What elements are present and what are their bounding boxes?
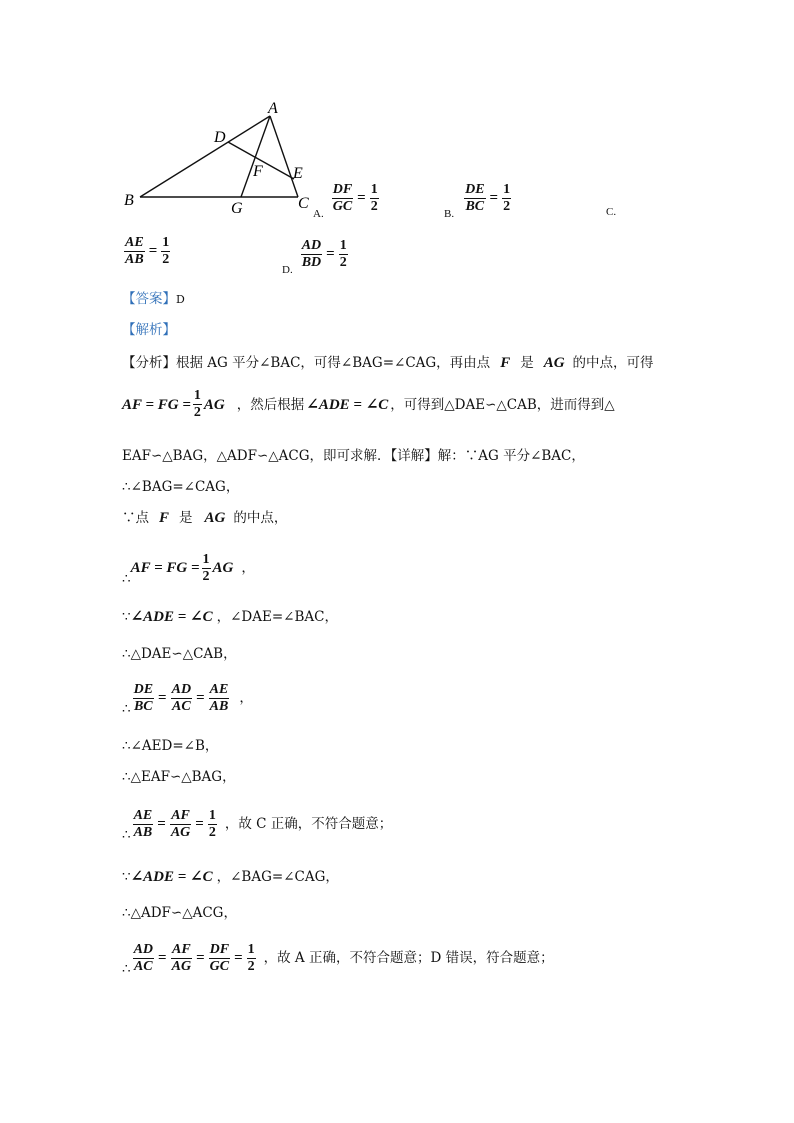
answer-value: D bbox=[176, 293, 185, 306]
point-e-label: E bbox=[293, 165, 303, 182]
option-b: B. $\frac{DE}{BC}$ = $\frac{1}{2}$ bbox=[444, 181, 511, 220]
analysis-line-10: ∴∠AED=∠B， bbox=[122, 738, 219, 754]
analysis-line-12: ∴ $\frac{AE}{AB}$ = $\frac{AF}{AG}$ = $\frac{1}{2}$ ，故 C 正确，不符合题意； bbox=[122, 807, 393, 843]
option-d: D. $\frac{AD}{BD}$ = $\frac{1}{2}$ bbox=[282, 237, 347, 276]
segment-ac bbox=[270, 116, 298, 197]
option-a: A. $\frac{DF}{GC}$ = $\frac{1}{2}$ bbox=[313, 181, 378, 220]
segment-ab bbox=[140, 116, 270, 197]
point-d-label: D bbox=[214, 129, 226, 146]
analysis-line-1: 【分析】根据 AG 平分∠BAC，可得∠BAG=∠CAG，再由点 F 是 AG 的中点，可得 bbox=[122, 355, 654, 371]
option-d-frac: $\frac{AD}{BD}$ bbox=[301, 237, 322, 270]
point-g-label: G bbox=[231, 200, 243, 217]
analysis-label: 【解析】 bbox=[122, 322, 176, 338]
option-b-letter: B. bbox=[444, 208, 455, 220]
analysis-line-6: ∴ AF = FG = $\frac{1}{2}$ AG ， bbox=[122, 551, 255, 587]
analysis-line-9: ∴ $\frac{DE}{BC}$ = $\frac{AD}{AC}$ = $\frac{AE}{AB}$ ， bbox=[122, 681, 253, 717]
point-f-label: F bbox=[253, 163, 263, 180]
analysis-line-5: ∵点 F 是 AG 的中点， bbox=[122, 510, 288, 526]
analysis-line-7: ∵ ∠ADE = ∠C ，∠DAE=∠BAC， bbox=[122, 609, 338, 625]
analysis-line-14: ∴△ADF∽△ACG， bbox=[122, 905, 237, 921]
option-a-frac: $\frac{DF}{GC}$ bbox=[332, 181, 353, 214]
analysis-line-13: ∵ ∠ADE = ∠C ，∠BAG=∠CAG， bbox=[122, 869, 339, 885]
option-c-frac: $\frac{AE}{AB}$ bbox=[125, 235, 144, 267]
segment-ag bbox=[241, 116, 270, 197]
option-c: $\frac{AE}{AB}$ = $\frac{1}{2}$ bbox=[125, 235, 170, 267]
analysis-line-15: ∴ $\frac{AD}{AC}$ = $\frac{AF}{AG}$ = $\frac{DF}{GC}$ = $\frac{1}{2}$ ，故 A 正确，不符合题意；D 错误，符合题意； bbox=[122, 941, 554, 977]
triangle-figure bbox=[118, 96, 318, 220]
analysis-line-11: ∴△EAF∽△BAG， bbox=[122, 769, 236, 785]
analysis-line-2: AF = FG = $\frac{1}{2}$ AG ，然后根据 ∠ADE = ∠C ，可得到△DAE∽△CAB，进而得到△ bbox=[122, 388, 615, 420]
point-a-label: A bbox=[268, 100, 278, 117]
option-d-letter: D. bbox=[282, 264, 293, 276]
analysis-line-3: EAF∽△BAG，△ADF∽△ACG，即可求解．【详解】解：∵AG 平分∠BAC， bbox=[122, 448, 585, 464]
point-f-math: F bbox=[500, 355, 511, 371]
point-b-label: B bbox=[124, 192, 134, 209]
point-c-label: C bbox=[298, 195, 309, 212]
option-b-frac: $\frac{DE}{BC}$ bbox=[465, 181, 485, 214]
segment-ag-math: AG bbox=[543, 355, 565, 371]
answer-label: 【答案】 bbox=[122, 291, 176, 307]
option-a-letter: A. bbox=[313, 208, 324, 220]
analysis-label-line bbox=[122, 321, 176, 339]
answer-line bbox=[122, 290, 185, 309]
option-c-letter: C. bbox=[606, 206, 617, 218]
analysis-line-8: ∴△DAE∽△CAB， bbox=[122, 646, 237, 662]
analysis-line-4: ∴∠BAG=∠CAG， bbox=[122, 479, 240, 495]
